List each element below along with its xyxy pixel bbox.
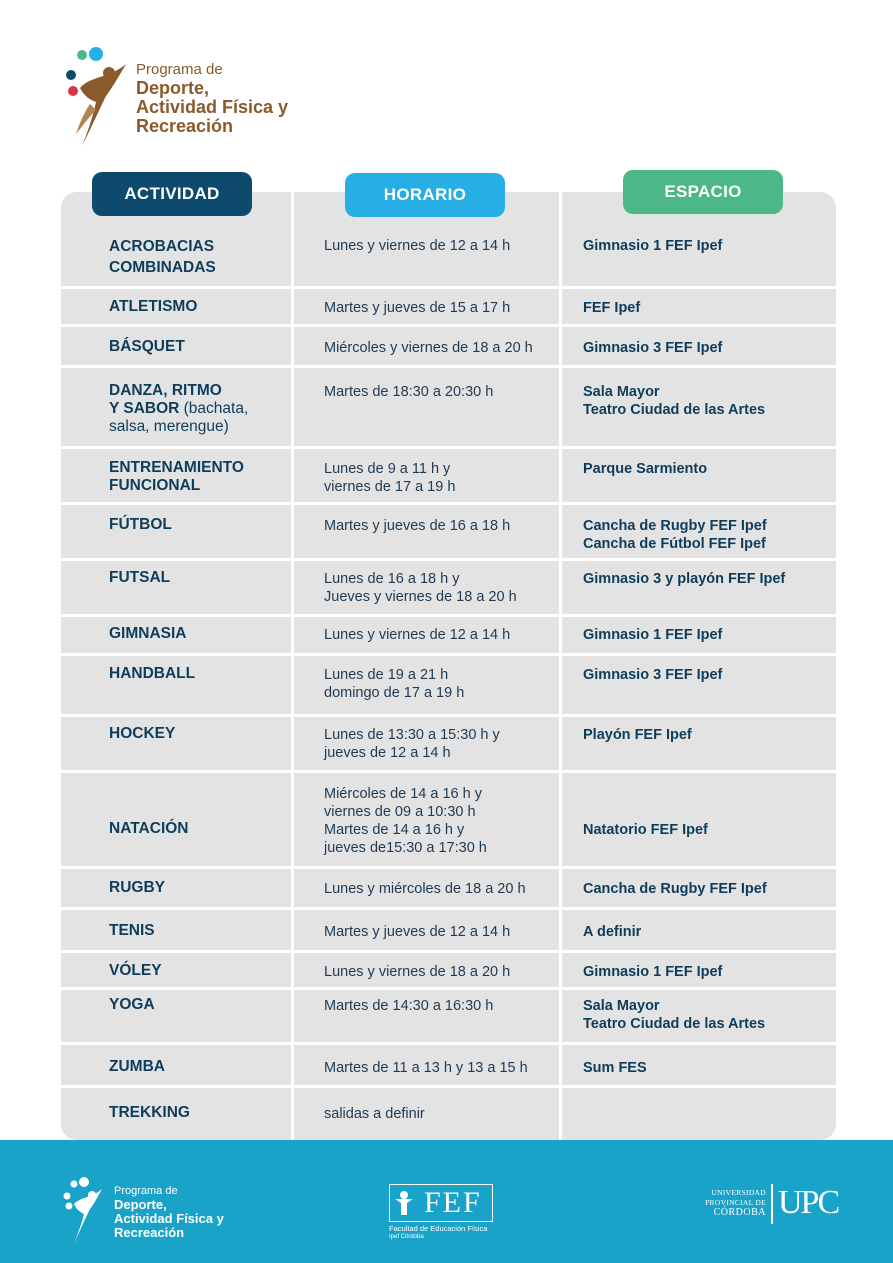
activity-name: FUTSAL bbox=[109, 569, 171, 586]
venue: Playón FEF Ipef bbox=[583, 727, 692, 743]
activity-name: FÚTBOL bbox=[109, 516, 172, 533]
footer-logo-line-4: Recreación bbox=[114, 1225, 185, 1240]
footer-program-logo bbox=[62, 1176, 262, 1251]
venue: Cancha de Rugby FEF Ipef bbox=[583, 881, 767, 897]
venue: FEF Ipef bbox=[583, 300, 641, 316]
activity-name: BÁSQUET bbox=[109, 338, 185, 355]
venue: Gimnasio 1 FEF Ipef bbox=[583, 238, 723, 254]
fef-subtitle: Facultad de Educación Física bbox=[389, 1224, 488, 1233]
athlete-logo-icon bbox=[62, 1176, 112, 1251]
schedule-time: Martes y jueves de 15 a 17 h bbox=[324, 300, 511, 316]
row-divider bbox=[61, 324, 836, 327]
column-header-actividad: ACTIVIDAD bbox=[92, 172, 252, 216]
row-divider bbox=[61, 770, 836, 773]
column-header-horario: HORARIO bbox=[345, 173, 505, 217]
row-divider bbox=[61, 1042, 836, 1045]
schedule-time: Martes y jueves de 12 a 14 h bbox=[324, 924, 511, 940]
activity-name: YOGA bbox=[109, 996, 155, 1013]
row-divider bbox=[61, 950, 836, 953]
schedule-time: salidas a definir bbox=[324, 1106, 425, 1122]
activity-name: ACROBACIAS COMBINADAS bbox=[109, 238, 216, 276]
program-logo-text bbox=[136, 60, 288, 136]
schedule-time: Lunes de 16 a 18 h y Jueves y viernes de 18 a 20 h bbox=[324, 571, 517, 605]
row-divider bbox=[61, 714, 836, 717]
row-divider bbox=[61, 614, 836, 617]
upc-logo bbox=[690, 1184, 840, 1224]
row-divider bbox=[61, 286, 836, 289]
footer-logo-line-3: Actividad Física y bbox=[114, 1211, 224, 1226]
activity-name: NATACIÓN bbox=[109, 820, 189, 837]
schedule-time: Martes y jueves de 16 a 18 h bbox=[324, 518, 511, 534]
activity-name: RUGBY bbox=[109, 879, 165, 896]
row-divider bbox=[61, 446, 836, 449]
upc-line-1: UNIVERSIDAD bbox=[711, 1188, 766, 1197]
schedule-time: Martes de 11 a 13 h y 13 a 15 h bbox=[324, 1060, 528, 1076]
schedule-time: Martes de 18:30 a 20:30 h bbox=[324, 384, 494, 400]
schedule-time: Lunes de 9 a 11 h y viernes de 17 a 19 h bbox=[324, 461, 456, 495]
schedule-time: Lunes y viernes de 18 a 20 h bbox=[324, 964, 511, 980]
athlete-logo-icon bbox=[60, 42, 140, 152]
venue: Sala Mayor Teatro Ciudad de las Artes bbox=[583, 998, 766, 1032]
activity-name: VÓLEY bbox=[109, 962, 162, 979]
schedule-time: Lunes de 13:30 a 15:30 h y jueves de 12 a 14 h bbox=[324, 727, 500, 761]
activity-name: HOCKEY bbox=[109, 725, 176, 742]
schedule-time: Miércoles de 14 a 16 h y viernes de 09 a 10:30 h Martes de 14 a 16 h y jueves de15:30 a 17:30 h bbox=[324, 786, 487, 856]
row-divider bbox=[61, 558, 836, 561]
venue: A definir bbox=[583, 924, 642, 940]
upc-wordmark: UPC bbox=[778, 1184, 839, 1221]
schedule-time: Lunes de 19 a 21 h domingo de 17 a 19 h bbox=[324, 667, 465, 701]
venue: Gimnasio 3 FEF Ipef bbox=[583, 340, 723, 356]
venue: Parque Sarmiento bbox=[583, 461, 708, 477]
logo-line-4: Recreación bbox=[136, 116, 234, 136]
footer-logo-text bbox=[114, 1184, 224, 1240]
activity-name: TENIS bbox=[109, 922, 155, 939]
venue: Natatorio FEF Ipef bbox=[583, 822, 708, 838]
row-divider bbox=[61, 653, 836, 656]
schedule-time: Lunes y viernes de 12 a 14 h bbox=[324, 627, 511, 643]
row-divider bbox=[61, 866, 836, 869]
venue: Sum FES bbox=[583, 1060, 647, 1076]
column-divider bbox=[559, 192, 562, 1140]
program-logo bbox=[60, 42, 320, 152]
footer-logo-line-1: Programa de bbox=[114, 1185, 178, 1197]
schedule-time: Lunes y viernes de 12 a 14 h bbox=[324, 238, 511, 254]
footer-logo-line-2: Deporte, bbox=[114, 1197, 167, 1212]
activity-name: HANDBALL bbox=[109, 665, 196, 682]
venue: Gimnasio 1 FEF Ipef bbox=[583, 964, 723, 980]
column-divider bbox=[291, 192, 294, 1140]
row-divider bbox=[61, 365, 836, 368]
venue: Gimnasio 1 FEF Ipef bbox=[583, 627, 723, 643]
venue: Sala Mayor Teatro Ciudad de las Artes bbox=[583, 384, 766, 418]
upc-line-3: CÓRDOBA bbox=[713, 1207, 766, 1218]
fef-logo bbox=[387, 1184, 497, 1244]
activity-name: TREKKING bbox=[109, 1104, 190, 1121]
row-divider bbox=[61, 907, 836, 910]
activity-name: DANZA, RITMO Y SABOR (bachata, salsa, merengue) bbox=[109, 382, 249, 435]
venue: Cancha de Rugby FEF Ipef Cancha de Fútbol FEF Ipef bbox=[583, 518, 767, 552]
upc-line-2: PROVINCIAL DE bbox=[705, 1198, 766, 1207]
venue: Gimnasio 3 FEF Ipef bbox=[583, 667, 723, 683]
athlete-icon bbox=[390, 1187, 418, 1219]
logo-line-1: Programa de bbox=[136, 61, 223, 78]
upc-divider bbox=[771, 1184, 773, 1224]
row-divider bbox=[61, 1085, 836, 1088]
row-divider bbox=[61, 987, 836, 990]
schedule-time: Lunes y miércoles de 18 a 20 h bbox=[324, 881, 526, 897]
column-header-espacio: ESPACIO bbox=[623, 170, 783, 214]
venue: Gimnasio 3 y playón FEF Ipef bbox=[583, 571, 786, 587]
schedule-time: Martes de 14:30 a 16:30 h bbox=[324, 998, 494, 1014]
activity-name: ENTRENAMIENTO FUNCIONAL bbox=[109, 459, 244, 494]
logo-line-2: Deporte, bbox=[136, 78, 210, 98]
schedule-time: Miércoles y viernes de 18 a 20 h bbox=[324, 340, 533, 356]
activity-name: GIMNASIA bbox=[109, 625, 187, 642]
fef-wordmark: FEF bbox=[424, 1186, 482, 1219]
row-divider bbox=[61, 502, 836, 505]
activity-name: ATLETISMO bbox=[109, 298, 198, 315]
fef-subtitle-2: Ipef Córdoba bbox=[389, 1234, 424, 1240]
footer-bar bbox=[0, 1140, 893, 1263]
activity-name: ZUMBA bbox=[109, 1058, 165, 1075]
logo-line-3: Actividad Física y bbox=[136, 97, 289, 117]
